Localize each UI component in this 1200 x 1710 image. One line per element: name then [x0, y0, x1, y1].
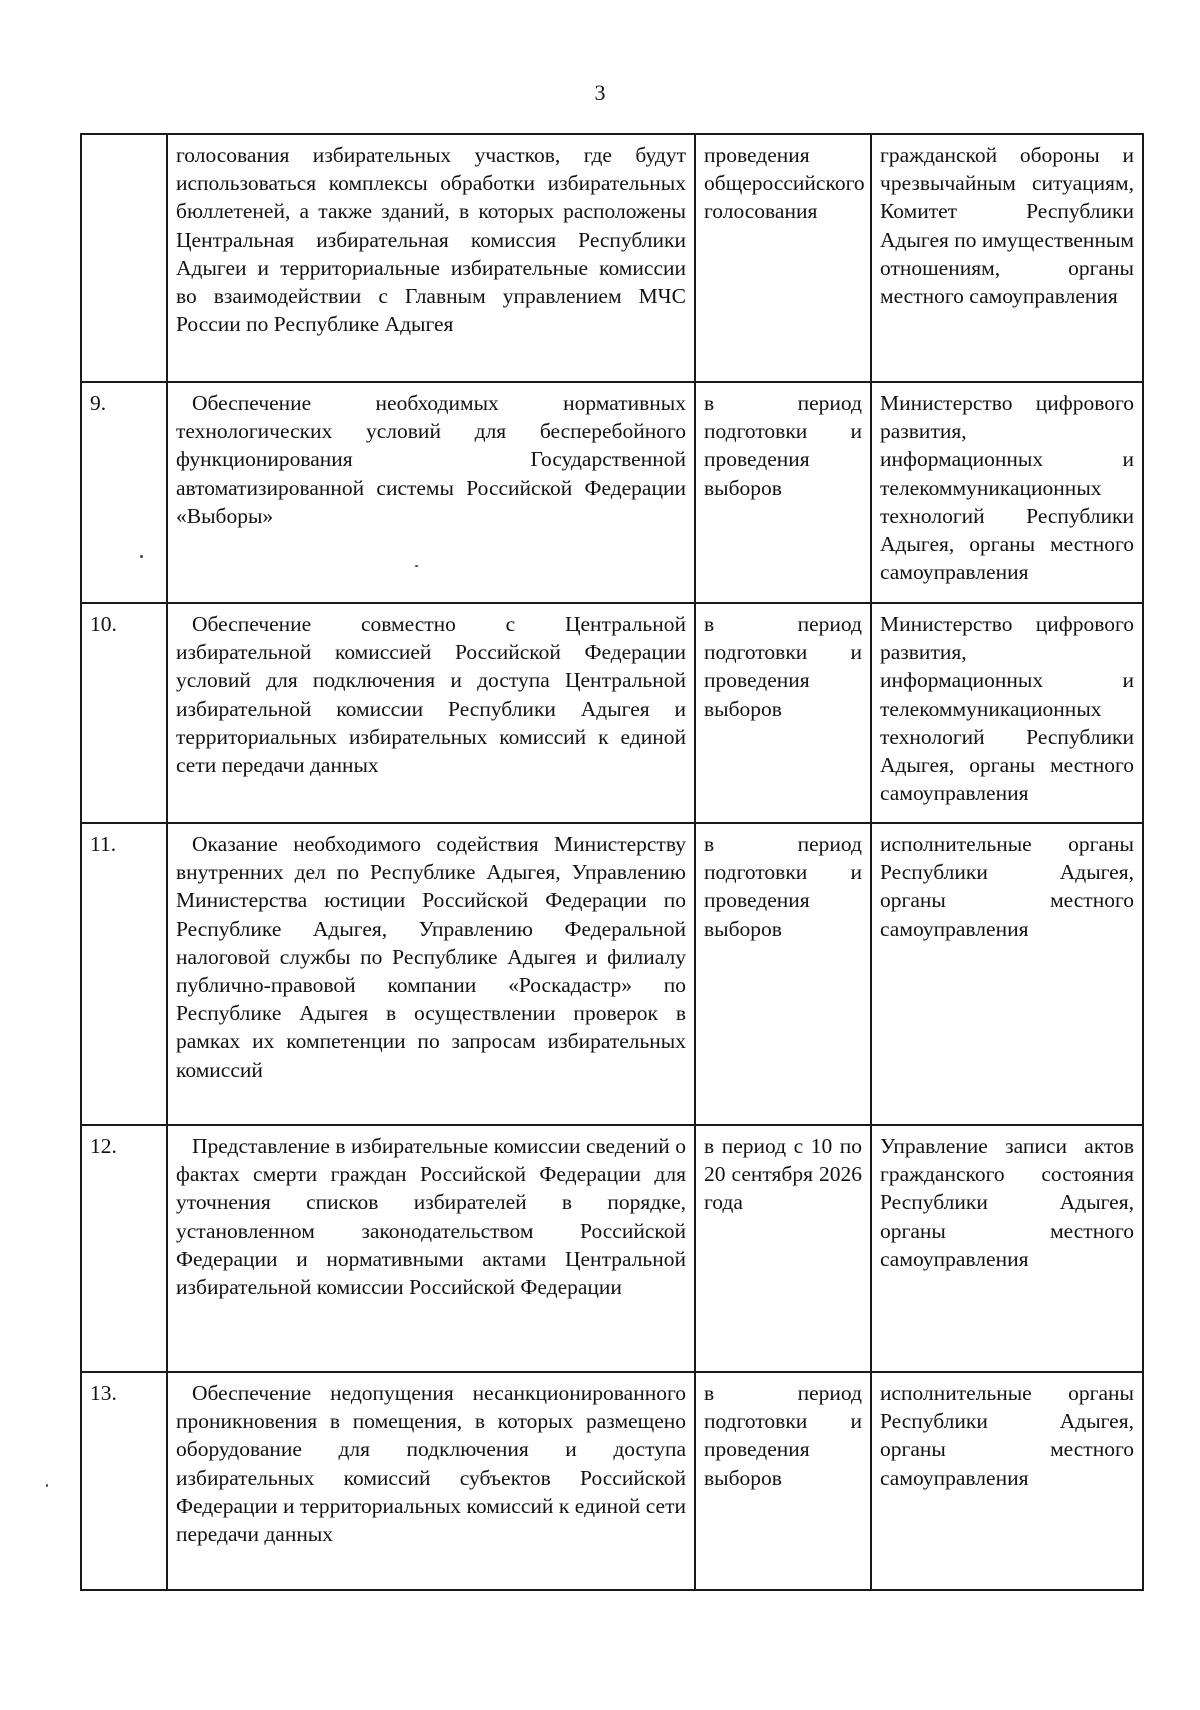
row-number: 11. — [81, 823, 167, 1125]
term-text: в период подготовки и проведения выборов — [695, 603, 871, 823]
measure-text: Оказание необходимого содействия Министерству внутренних дел по Республике Адыгея, Управлению Министерства юстиции Российской Федерации по Республике Адыгея, Управлению Федеральной налоговой службы по Республике Адыгея и филиалу публично-правовой компании «Роскадастр» по Республике Адыгея в осуществлении проверок в рамках их компетенции по запросам избирательных комиссий — [176, 832, 686, 1082]
term-text: в период подготовки и проведения выборов — [695, 823, 871, 1125]
term-text: в период подготовки и проведения выборов — [695, 1372, 871, 1590]
table-row — [81, 1125, 1143, 1372]
measure-text: Обеспечение совместно с Центральной избирательной комиссией Российской Федерации условий для подключения и доступа Центральной избирательной комиссии Республики Адыгея и территориальных избирательных комиссий к единой сети передачи данных — [176, 612, 686, 778]
table-row — [81, 823, 1143, 1125]
table-row — [81, 134, 1143, 382]
table-row — [81, 1372, 1143, 1590]
page-number: 3 — [594, 80, 606, 105]
measure-text: Обеспечение необходимых нормативных технологических условий для бесперебойного функционирования Государственной автоматизированной системы Российской Федерации «Выборы» — [176, 391, 686, 528]
table-row — [81, 603, 1143, 823]
term-text: в период с 10 по 20 сентября 2026 года — [695, 1125, 871, 1372]
responsible-text: Управление записи актов гражданского состояния Республики Адыгея, органы местного самоуправления — [871, 1125, 1143, 1372]
table-row — [81, 382, 1143, 603]
scan-speck — [415, 565, 418, 567]
row-number — [81, 134, 167, 382]
row-number: 12. — [81, 1125, 167, 1372]
responsible-text: гражданской обороны и чрезвычайным ситуациям, Комитет Республики Адыгея по имущественным отношениям, органы местного самоуправления — [871, 134, 1143, 382]
measure-text: Представление в избирательные комиссии сведений о фактах смерти граждан Российской Федерации для уточнения списков избирателей в порядке, установленном законодательством Российской Федерации и нормативными актами Центральной избирательной комиссии Российской Федерации — [176, 1134, 686, 1300]
row-number: 9. — [81, 382, 167, 603]
term-text: проведения общероссийского голосования — [695, 134, 871, 382]
scan-speck — [46, 1484, 48, 1487]
term-text: в период подготовки и проведения выборов — [695, 382, 871, 603]
row-number: 10. — [81, 603, 167, 823]
responsible-text: Министерство цифрового развития, информационных и телекоммуникационных технологий Республики Адыгея, органы местного самоуправления — [871, 603, 1143, 823]
measure-text: голосования избирательных участков, где будут использоваться комплексы обработки избирательных бюллетеней, а также зданий, в которых расположены Центральная избирательная комиссия Республики Адыгеи и территориальные избирательные комиссии во взаимодействии с Главным управлением МЧС России по Республике Адыгея — [167, 134, 695, 382]
responsible-text: исполнительные органы Республики Адыгея, органы местного самоуправления — [871, 823, 1143, 1125]
plan-table — [80, 133, 1144, 1591]
row-number: 13. — [81, 1372, 167, 1590]
measure-text: Обеспечение недопущения несанкционированного проникновения в помещения, в которых размещено оборудование для подключения и доступа избирательных комиссий субъектов Российской Федерации и территориальных комиссий к единой сети передачи данных — [176, 1381, 686, 1547]
responsible-text: исполнительные органы Республики Адыгея, органы местного самоуправления — [871, 1372, 1143, 1590]
scan-speck — [140, 555, 143, 558]
responsible-text: Министерство цифрового развития, информационных и телекоммуникационных технологий Республики Адыгея, органы местного самоуправления — [871, 382, 1143, 603]
